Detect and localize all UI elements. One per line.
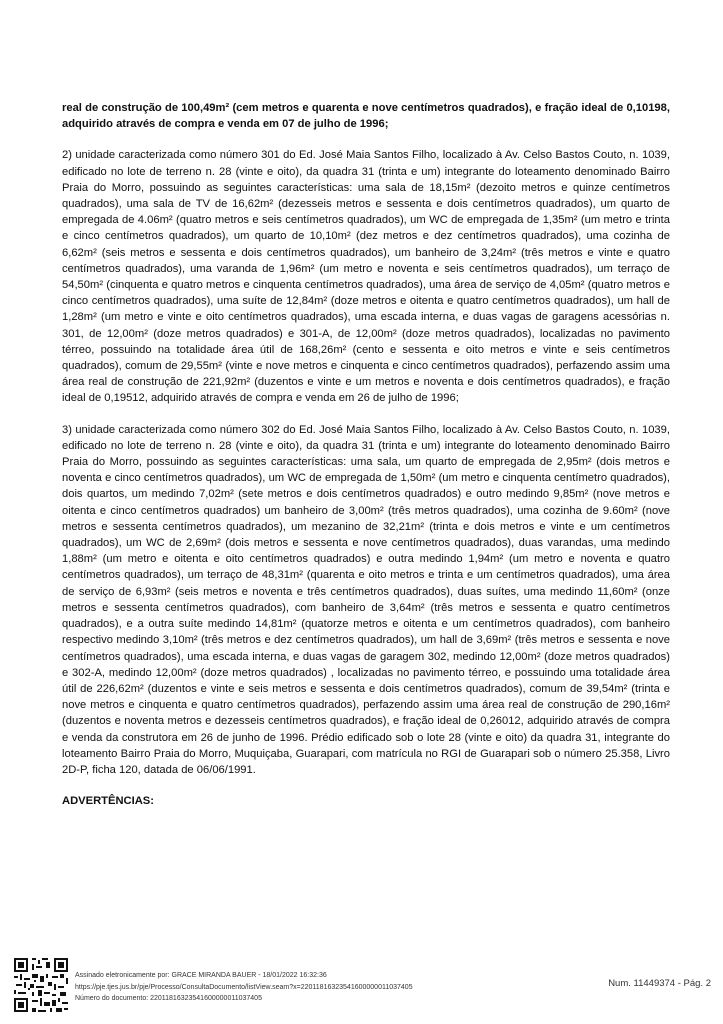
signature-footer xyxy=(8,952,715,1018)
document-body xyxy=(62,100,670,824)
signed-by-line: Assinado eletronicamente por: GRACE MIRANDA BAUER - 18/01/2022 16:32:36 xyxy=(75,972,327,979)
page-number: Num. 11449374 - Pág. 2 xyxy=(608,978,711,989)
advertencias-heading: ADVERTÊNCIAS: xyxy=(62,795,154,808)
intro-paragraph: real de construção de 100,49m² (cem metros e quarenta e nove centímetros quadrados), e fração ideal de 0,10198, adquirido através de compra e venda em 07 de julho de 1996; xyxy=(62,102,670,131)
qr-code-icon xyxy=(12,956,70,1014)
paragraph-unit-302: 3) unidade caracterizada como número 302 do Ed. José Maia Santos Filho, localizado à Av. Celso Bastos Couto, n. 1039, edificado no lote de terreno n. 28 (vinte e oito), da quadra 31 (trinta e um) integrante do loteamento denominado Bairro Praia do Morro, possuindo as seguintes características: uma sala, um quarto de empregada de 2,95m² (dois metros e noventa e cinco centímetros quadrados), um WC de empregada de 1,50m² (um metro e cinquenta centímetro quadrados), dois quartos, um medindo 7,02m² (sete metros e dois centímetros quadrados) e outro medindo 9,85m² (nove metros e oitenta e cinco centímetros quadrados) um banheiro de 3,00m² (três metros quadrados), uma cozinha de 9.60m² (nove metros e sessenta centímetros quadrados), um mezanino de 32,21m² (trinta e dois metros e vinte e um centímetros quadrados), um WC de 2,69m² (dois metros e sessenta e nove centímetros quadrados), duas varandas, uma medindo 1,88m² (um metro e oitenta e oito centímetros quadrados) e outra medindo 1,94m² (um metro e noventa e quatro centímetros quadrados), um terraço de 48,31m² (quarenta e oito metros e trinta e um centímetros quadrados), uma área de serviço de 6,93m² (seis metros e noventa e três centímetros quadrados), duas suítes, uma medindo 11,60m² (onze metros e sessenta centímetros quadrados), com banheiro de 3,64m² (três metros e sessenta e quatro centímetros quadrados), e a outra suíte medindo 14,81m² (quatorze metros e oitenta e um centímetros quadrados), com banheiro respectivo medindo 3,10m² (três metros e dez centímetros quadrados), um hall de 3,69m² (três metros e sessenta e nove centímetros quadrados), uma escada interna, e duas vagas de garagem 302, medindo 12,00m² (doze metros quadrados) e 302-A, medindo 12,00m² (doze metros quadrados) , localizadas no pavimento térreo, e possuindo uma totalidade área útil de 226,62m² (duzentos e vinte e seis metros e sessenta e dois centímetros quadrados), comum de 39,54m² (trinta e nove metros e cinquenta e quatro centímetros quadrados), perfazendo assim uma área real de construção de 290,16m² (duzentos e noventa metros e dezesseis centímetros quadrados), e fração ideal de 0,26012, adquirido através de compra e venda da construtora em 26 de junho de 1996. Prédio edificado sob o lote 28 (vinte e oito) da quadra 31, integrante do loteamento Bairro Praia do Morro, Muquiçaba, Guarapari, com matrícula no RGI de Guarapari sob o número 25.358, Livro 2D-P, ficha 120, datada de 06/06/1991. xyxy=(62,423,670,776)
signature-info xyxy=(75,970,413,1005)
document-number-line: Número do documento: 22011816323541600000011037405 xyxy=(75,995,262,1002)
paragraph-unit-301: 2) unidade caracterizada como número 301 do Ed. José Maia Santos Filho, localizado à Av. Celso Bastos Couto, n. 1039, edificado no lote de terreno n. 28 (vinte e oito), da quadra 31 (trinta e um) integrante do loteamento denominado Bairro Praia do Morro, possuindo as seguintes características: uma sala de 18,15m² (dezoito metros e quinze centímetros quadrados), uma sala de TV de 16,62m² (dezesseis metros e sessenta e dois centímetros quadrados), um quarto de empregada de 4.06m² (quatro metros e seis centímetros quadrados), um WC de empregada de 1,35m² (um metro e trinta e cinco centímetros quadrados), um quarto de 10,10m² (dez metros e dez centímetros quadrados), uma cozinha de 6,62m² (seis metros e sessenta e dois centímetros quadrados), um banheiro de 3,24m² (três metros e vinte e quatro centímetros quadrados), uma varanda de 1,96m² (um metro e noventa e seis centímetros quadrados), um terraço de 54,50m² (cinquenta e quatro metros e cinquenta centímetros quadrados), uma área de serviço de 4,05m² (quatro metros e cinco centímetros quadrados), uma suíte de 12,84m² (doze metros e oitenta e quatro centímetros quadrados), um hall de 1,28m² (um metro e vinte e oito centímetros quadrados), uma escada interna, e duas vagas de garagens acessórias n. 301, de 12,00m² (doze metros quadrados) e 301-A, de 12,00m² (doze metros quadrados), localizadas no pavimento térreo, possuindo na totalidade área útil de 168,26m² (cento e sessenta e oito metros e vinte e seis centímetros quadrados), comum de 29,55m² (vinte e nove metros e cinquenta e cinco centímetros quadrados), perfazendo assim uma área real de construção de 221,92m² (duzentos e vinte e um metros e noventa e dois centímetros quadrados), e fração ideal de 0,19512, adquirido através de compra e venda em 26 de julho de 1996; xyxy=(62,149,670,405)
document-url-link[interactable]: https://pje.tjes.jus.br/pje/Processo/ConsultaDocumento/listView.seam?x=22011816323541600000011037405 xyxy=(75,983,413,991)
